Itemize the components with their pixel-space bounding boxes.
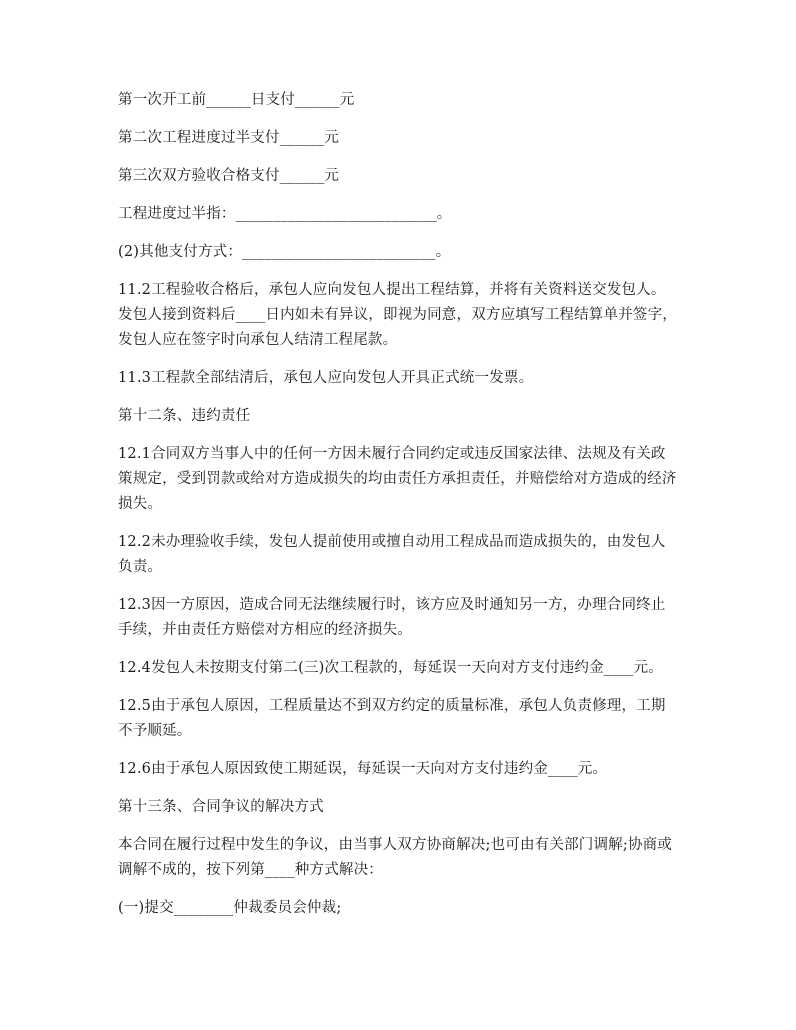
clause-12-5: 12.5由于承包人原因，工程质量达不到双方约定的质量标准，承包人负责修理，工期不予顺延。	[118, 698, 666, 739]
progress-definition: 工程进度过半指：___________________________。	[118, 206, 452, 222]
payment-line-second: 第二次工程进度过半支付______元	[118, 130, 340, 146]
document-body	[118, 88, 680, 934]
clause-11-3: 11.3工程款全部结清后，承包人应向发包人开具正式统一发票。	[118, 370, 534, 386]
article-12-heading: 第十二条、违约责任	[118, 408, 251, 424]
clause-12-1: 12.1合同双方当事人中的任何一方因未履行合同约定或违反国家法律、法规及有关政策规定，受到罚款或给对方造成损失的均由责任方承担责任，并赔偿给对方造成的经济损失。	[118, 446, 677, 512]
clause-12-2: 12.2未办理验收手续，发包人提前使用或擅自动用工程成品而造成损失的，由发包人负责。	[118, 534, 666, 575]
dispute-resolution-text: 本合同在履行过程中发生的争议，由当事人双方协商解决;也可由有关部门调解;协商或调解不成的，按下列第____种方式解决：	[118, 837, 673, 878]
article-13-heading: 第十三条、合同争议的解决方式	[118, 799, 324, 815]
clause-12-4: 12.4发包人未按期支付第二(三)次工程款的，每延误一天向对方支付违约金____元。	[118, 660, 663, 676]
clause-12-3: 12.3因一方原因，造成合同无法继续履行时，该方应及时通知另一方，办理合同终止手续，并由责任方赔偿对方相应的经济损失。	[118, 597, 666, 638]
clause-11-2: 11.2工程验收合格后，承包人应向发包人提出工程结算，并将有关资料送交发包人。发包人接到资料后____日内如未有异议，即视为同意，双方应填写工程结算单并签字，发包人应在签字时向承包人结清工程尾款。	[118, 282, 677, 348]
payment-line-first: 第一次开工前______日支付______元	[118, 92, 355, 108]
clause-12-6: 12.6由于承包人原因致使工期延误，每延误一天向对方支付违约金____元。	[118, 761, 608, 777]
payment-line-third: 第三次双方验收合格支付______元	[118, 168, 340, 184]
arbitration-option-1: (一)提交________仲裁委员会仲裁;	[118, 900, 342, 916]
other-payment-method: (2)其他支付方式：__________________________。	[118, 244, 451, 260]
